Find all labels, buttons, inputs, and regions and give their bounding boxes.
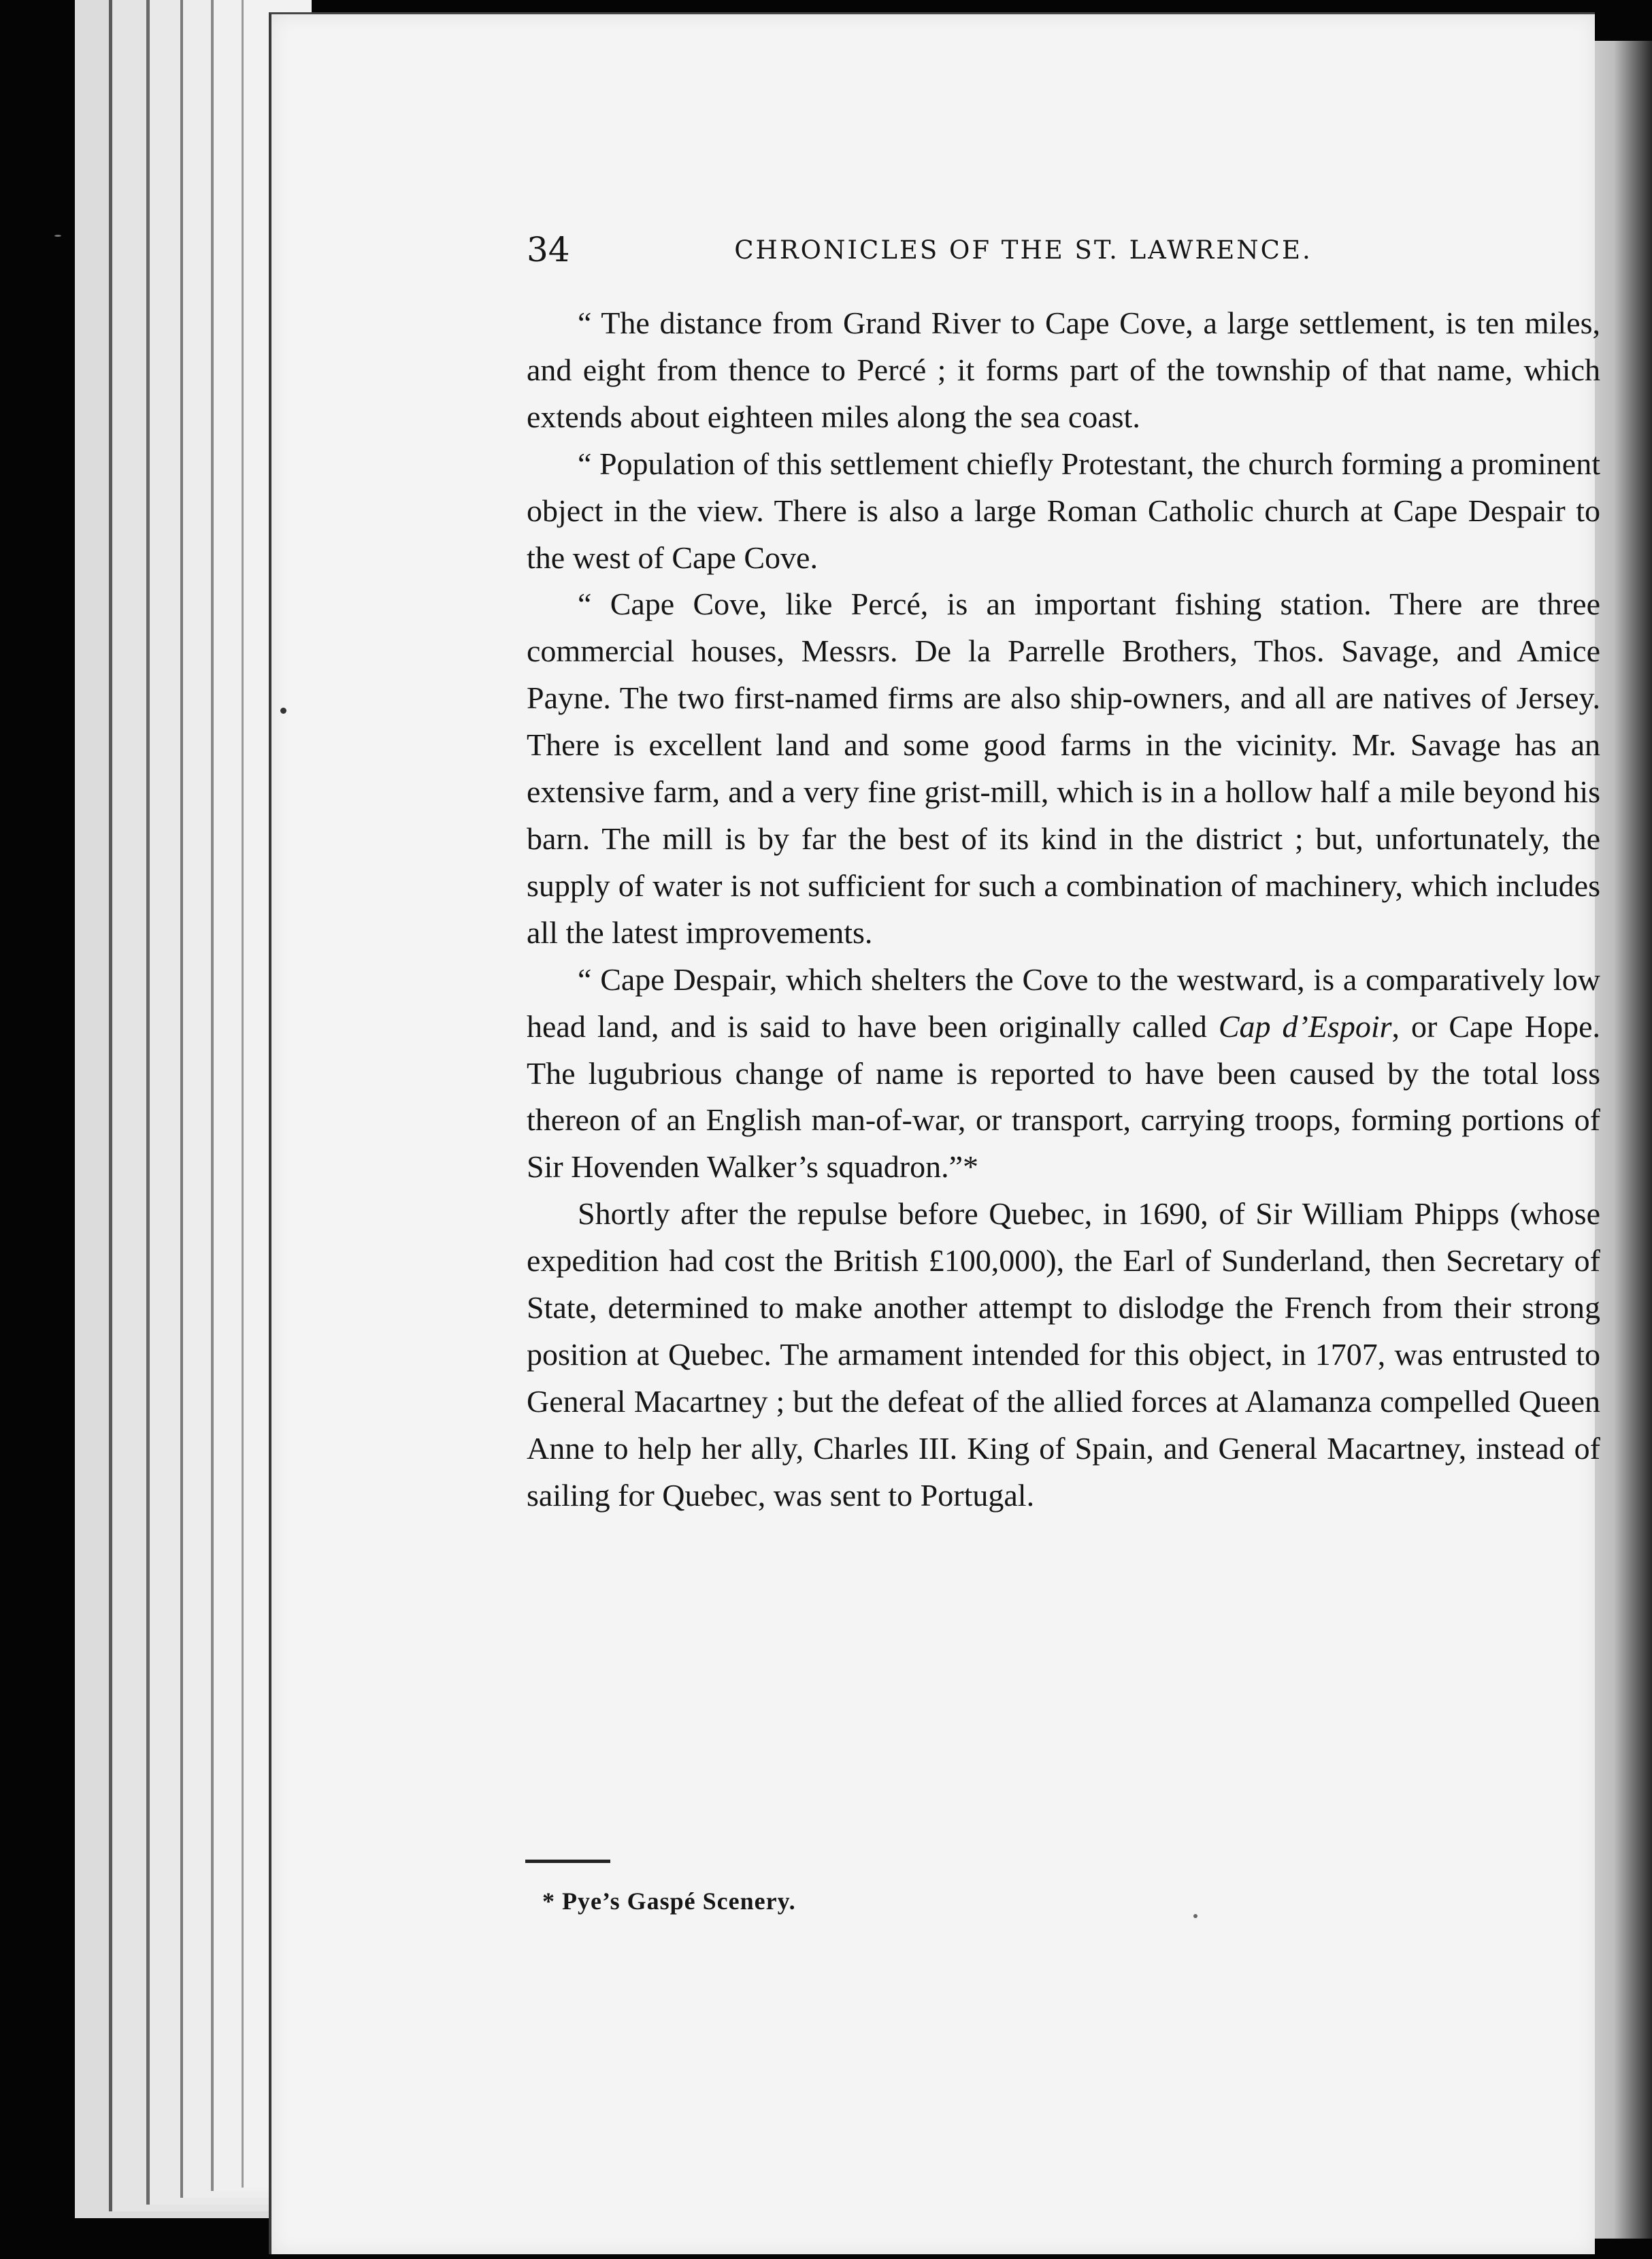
- paragraph-text: “ Cape Despair, which shelters the Cove to the westward, is a comparatively low head land, and is said to have been originally called: [527, 961, 1600, 1044]
- paper-speck: [1193, 1914, 1197, 1918]
- running-title: CHRONICLES OF THE ST. LAWRENCE.: [734, 235, 1312, 265]
- italic-term: Cap d’Espoir: [1218, 1008, 1392, 1044]
- book-page: [269, 12, 1600, 2254]
- paper-speck: [54, 235, 61, 237]
- paragraph: “ Population of this settlement chiefly Protestant, the church forming a prominent object in the view. There is also a large Roman Catholic church at Cape Despair to the west of Cape Cove.: [527, 446, 1600, 575]
- footnote: * Pye’s Gaspé Scenery.: [542, 1887, 796, 1915]
- running-head: [527, 229, 1574, 270]
- paragraph: “ Cape Cove, like Percé, is an important fishing station. There are three commercial houses, Messrs. De la Parrelle Brothers, Thos. Savage, and Amice Payne. The two first-named firms are also ship-owners, and all are natives of Jersey. There is excellent land and some good farms in the vicinity. Mr. Savage has an extensive farm, and a very fine grist-mill, which is in a hollow half a mile beyond his barn. The mill is by far the best of its kind in the district ; but, unfortunately, the supply of water is not sufficient for such a combination of machinery, which includes all the latest improvements.: [527, 587, 1600, 950]
- paper-speck: [280, 708, 286, 714]
- paragraph: Shortly after the repulse before Quebec, in 1690, of Sir William Phipps (whose expedition had cost the British £100,000), the Earl of Sunderland, then Secretary of State, determined to make another attempt to dislodge the French from their strong position at Quebec. The armament intended for this object, in 1707, was entrusted to General Macartney ; but the defeat of the allied forces at Alamanza compelled Queen Anne to help her ally, Charles III. King of Spain, and General Macartney, instead of sailing for Quebec, was sent to Portugal.: [527, 1196, 1600, 1513]
- paragraph: “ The distance from Grand River to Cape Cove, a large settlement, is ten miles, and eight from thence to Percé ; it forms part of the township of that name, which extends about eighteen miles along the sea coast.: [527, 306, 1600, 434]
- paragraph: [527, 957, 1600, 1191]
- page-number: 34: [527, 230, 570, 269]
- body-text: [527, 300, 1600, 1519]
- paragraph-text: , or Cape Hope. The lugubrious change of name is reported to have been caused by the total loss thereon of an English man-of-war, or transport, carrying troops, forming portions of Sir Hovenden Walker’s squadron.”*: [527, 1008, 1600, 1185]
- footnote-rule: [525, 1860, 610, 1863]
